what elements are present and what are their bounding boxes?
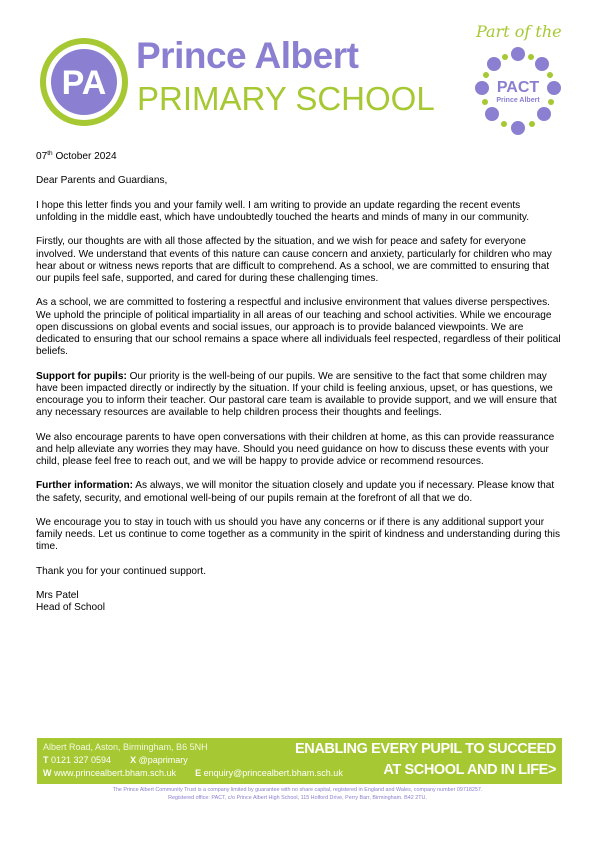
footer-contact-line2: W www.princealbert.bham.sch.uk E enquiry@princealbert.bham.sch.uk	[43, 768, 343, 778]
svg-text:PACT: PACT	[496, 79, 540, 96]
signature-name: Mrs Patel	[36, 590, 79, 602]
footer-legal-line1: The Prince Albert Community Trust is a company limited by guarantee with no share capital, registered in England and Wales, company number 09718257.	[112, 787, 483, 793]
paragraph-8: Thank you for your continued support.	[36, 565, 207, 577]
svg-text:PA: PA	[61, 64, 107, 102]
paragraph-1: I hope this letter finds you and your family well. I am writing to provide an update regarding the recent events unfolding in the middle east, which have undoubtedly touched the hearts and minds of many in our community.	[36, 199, 530, 223]
paragraph-7: We encourage you to stay in touch with us should you have any concerns or if there is any additional support your family needs. Let us continue to come together as a community in the spirit of kindness and understanding during this time.	[36, 516, 561, 553]
footer-band	[37, 738, 562, 784]
letterhead	[0, 0, 595, 140]
further-info-heading: Further information:	[36, 480, 134, 492]
paragraph-further-information: Further information: As always, we will monitor the situation closely and update you if necessary. Please know that the safety, security, and emotional well-being of our pupils remain at the forefront of all that we do.	[36, 480, 555, 504]
paragraph-2: Firstly, our thoughts are with all those affected by the situation, and we wish for peace and safety for everyone involved. We understand that events of this nature can cause concern and anxiety, particularly for children who may hear about or witness news reports that are difficult to comprehend. As a school, we are committed to ensuring that our pupils feel safe, supported, and cared for during these challenging times.	[36, 236, 552, 284]
letter-date: 07th October 2024	[36, 150, 117, 162]
footer-phone: 0121 327 0594	[48, 755, 112, 765]
paragraph-support-for-pupils: Support for pupils: Our priority is the well-being of our pupils. We are sensitive to the fact that some children may have been impacted directly or indirectly by the situation. If your child is feeling anxious, upset, or has questions, we encourage you to inform their teacher. Our pastoral care team is available to provide support, and we will ensure that any necessary resources are available to help children process their thoughts and feelings.	[36, 370, 557, 419]
footer-legal-line2: Registered office: PACT, c/o Prince Albert High School, 115 Holford Drive, Perry Barr, Birmingham. B42 2TU.	[168, 795, 427, 801]
salutation: Dear Parents and Guardians,	[36, 175, 168, 187]
footer-slogan-line1: ENABLING EVERY PUPIL TO SUCCEED	[294, 741, 556, 757]
footer-contact-line1: T 0121 327 0594 X @paprimary	[43, 755, 188, 765]
school-name-line1: Prince Albert	[136, 35, 359, 76]
support-heading: Support for pupils:	[36, 370, 127, 382]
school-name-line2: PRIMARY SCHOOL	[137, 80, 435, 117]
footer-address: Albert Road, Aston, Birmingham, B6 5NH	[43, 742, 208, 752]
pa-logo-icon	[36, 34, 132, 130]
paragraph-5: We also encourage parents to have open conversations with their children at home, as this can provide reassurance and help alleviate any worries they may have. Should you need guidance on how to discuss these events with your child, please feel free to reach out, and we will be happy to provide advice or recommend resources.	[36, 431, 555, 467]
part-of-label: Part of the	[476, 22, 562, 41]
footer-slogan-line2: AT SCHOOL AND IN LIFE>	[383, 762, 556, 778]
footer-email-link[interactable]: enquiry@princealbert.bham.sch.uk	[201, 768, 343, 778]
pact-logo-icon	[470, 44, 566, 140]
paragraph-3: As a school, we are committed to fostering a respectful and inclusive environment that values diverse perspectives. We uphold the principle of political impartiality in all areas of our teaching and school activities. While we encourage open discussions on global events and social issues, our approach is to provide balanced viewpoints. We are dedicated to ensuring that our school remains a space where all individuals feel respected, regardless of their political beliefs.	[36, 297, 561, 358]
signature-title: Head of School	[36, 602, 106, 614]
footer-x-handle[interactable]: @paprimary	[136, 755, 188, 765]
footer-website-link[interactable]: www.princealbert.bham.sch.uk	[51, 768, 177, 778]
letter-body	[36, 151, 562, 615]
svg-text:Prince Albert: Prince Albert	[496, 97, 540, 104]
